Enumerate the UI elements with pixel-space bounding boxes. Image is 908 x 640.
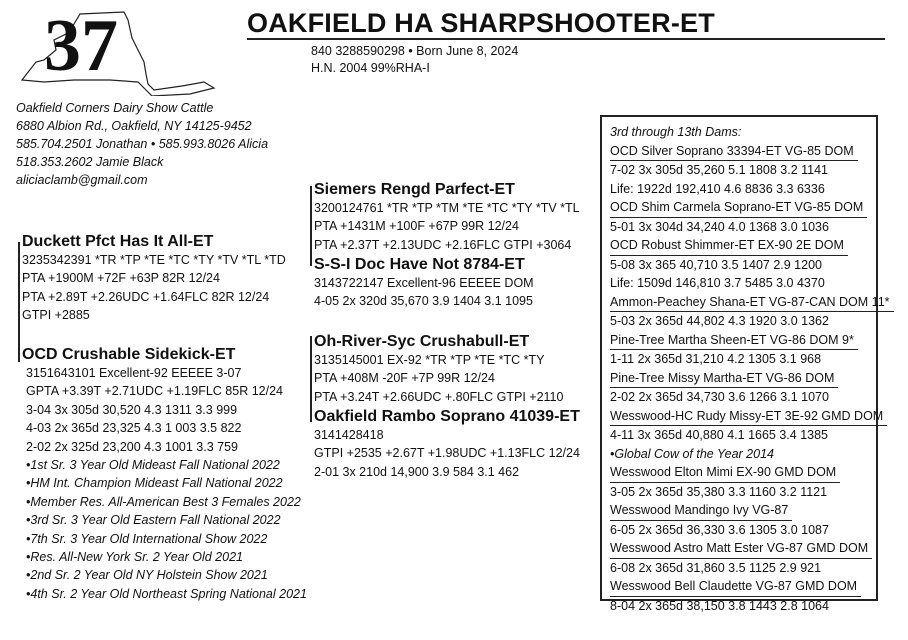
consignor-farm: Oakfield Corners Dairy Show Cattle — [16, 101, 214, 115]
dam-entry-record: 6-05 2x 365d 36,330 3.6 1305 3.0 1087 — [610, 522, 829, 537]
dam-entry-record: 5-08 3x 365 40,710 3.5 1407 2.9 1200 — [610, 257, 822, 272]
paternal-grandsire-block — [314, 181, 580, 254]
dam-entry-record: 5-03 2x 365d 44,802 4.3 1920 3.0 1362 — [610, 314, 829, 328]
dam-entry-record: 1-11 2x 365d 31,210 4.2 1305 3.1 968 — [610, 352, 822, 366]
sire-name: Duckett Pfct Has It All-ET — [22, 233, 214, 250]
dam-honor: •Member Res. All-American Best 3 Females 2022 — [26, 494, 301, 509]
consignor-phone: 518.353.2602 Jamie Black — [16, 155, 164, 169]
maternal-granddam-line: 3141428418 — [314, 428, 384, 442]
maternal-grandsire-block — [314, 333, 563, 406]
registration-line: 840 3288590298 • Born June 8, 2024 — [311, 44, 519, 58]
maternal-grandsire-line: 3135145001 EX-92 *TR *TP *TE *TC *TY — [314, 353, 545, 367]
sire-line: GTPI +2885 — [22, 308, 90, 323]
consignor-phone: 585.704.2501 Jonathan • 585.993.8026 Alicia — [16, 137, 269, 151]
dam-entry-name: Ammon-Peachey Shana-ET VG-87-CAN DOM 11* — [610, 293, 894, 313]
maternal-granddam-block — [314, 408, 580, 481]
dam-entry-record: Life: 1509d 146,810 3.7 5485 3.0 4370 — [610, 276, 825, 290]
maternal-granddam-line: GTPI +2535 +2.67T +1.98UDC +1.13FLC 12/24 — [314, 446, 580, 461]
dam-entry-name: Wesswood Mandingo Ivy VG-87 — [610, 501, 792, 521]
animal-name: OAKFIELD HA SHARPSHOOTER-ET — [247, 8, 715, 38]
dam-line: 3-04 3x 305d 30,520 4.3 1311 3.3 999 — [26, 402, 238, 417]
consignor-address: 6880 Albion Rd., Oakfield, NY 14125-9452 — [16, 119, 252, 133]
registration-info — [311, 43, 518, 77]
dam-honor: •1st Sr. 3 Year Old Mideast Fall National 2022 — [26, 458, 280, 473]
dams-box-heading: 3rd through 13th Dams: — [610, 125, 742, 139]
paternal-granddam-block — [314, 256, 534, 311]
sire-line: 3235342391 *TR *TP *TE *TC *TY *TV *TL *TD — [22, 253, 286, 267]
dam-line: 4-03 2x 365d 23,325 4.3 1 003 3.5 822 — [26, 421, 242, 436]
pedigree-line — [18, 242, 20, 346]
dam-block — [22, 346, 307, 603]
dam-entry-record: 2-02 2x 365d 34,730 3.6 1266 3.1 1070 — [610, 390, 829, 404]
consignor-email[interactable]: aliciaclamb@gmail.com — [16, 173, 148, 187]
paternal-grandsire-name: Siemers Rengd Parfect-ET — [314, 181, 515, 198]
sire-line: PTA +2.89T +2.26UDC +1.64FLC 82R 12/24 — [22, 289, 270, 304]
sire-block — [22, 233, 286, 325]
extended-dams-box — [600, 115, 890, 613]
paternal-grandsire-line: PTA +1431M +100F +67P 99R 12/24 — [314, 219, 519, 234]
dam-entry-record: 4-11 3x 365d 40,880 4.1 1665 3.4 1385 — [610, 428, 829, 442]
dam-entry-record: Life: 1922d 192,410 4.6 8836 3.3 6336 — [610, 181, 825, 196]
dam-entry-name: Wesswood Astro Matt Ester VG-87 GMD DOM — [610, 539, 872, 559]
dam-entry-record: 8-04 2x 365d 38,150 3.8 1443 2.8 1064 — [610, 598, 829, 613]
dam-entry-name: Wesswood-HC Rudy Missy-ET 3E-92 GMD DOM — [610, 407, 887, 427]
dam-entry-record: 5-01 3x 304d 34,240 4.0 1368 3.0 1036 — [610, 219, 829, 234]
dam-honor: •3rd Sr. 3 Year Old Eastern Fall National 2022 — [26, 513, 281, 528]
title-divider — [247, 38, 885, 40]
dam-line: 3151643101 Excellent-92 EEEEE 3-07 — [26, 366, 242, 380]
herd-number-line: H.N. 2004 99%RHA-I — [311, 61, 430, 75]
dam-honor: •4th Sr. 2 Year Old Northeast Spring National 2021 — [26, 586, 307, 601]
paternal-grandsire-line: PTA +2.37T +2.13UDC +2.16FLC GTPI +3064 — [314, 237, 572, 252]
pedigree-line — [310, 186, 312, 266]
dam-line: 2-02 2x 325d 23,200 4.3 1001 3.3 759 — [26, 439, 238, 454]
maternal-granddam-line: 2-01 3x 210d 14,900 3.9 584 3.1 462 — [314, 464, 520, 479]
dam-entry-name: Pine-Tree Martha Sheen-ET VG-86 DOM 9* — [610, 331, 858, 351]
dam-honor: •2nd Sr. 2 Year Old NY Holstein Show 2021 — [26, 568, 268, 583]
dam-entry-record: 6-08 2x 365d 31,860 3.5 1125 2.9 921 — [610, 560, 822, 575]
dam-entry-name: Wesswood Bell Claudette VG-87 GMD DOM — [610, 577, 861, 597]
dam-honor: •Res. All-New York Sr. 2 Year Old 2021 — [26, 550, 243, 565]
maternal-grandsire-line: PTA +408M -20F +7P 99R 12/24 — [314, 371, 495, 386]
pedigree-line — [310, 336, 312, 422]
paternal-granddam-name: S-S-I Doc Have Not 8784-ET — [314, 256, 525, 273]
paternal-granddam-line: 3143722147 Excellent-96 EEEEE DOM — [314, 276, 534, 290]
consignor-block — [16, 99, 268, 189]
paternal-granddam-line: 4-05 2x 320d 35,670 3.9 1404 3.1 1095 — [314, 294, 533, 309]
dam-entry-name: OCD Shim Carmela Soprano-ET VG-85 DOM — [610, 198, 867, 218]
dam-name: OCD Crushable Sidekick-ET — [22, 346, 236, 363]
dam-entry-name: OCD Silver Soprano 33394-ET VG-85 DOM — [610, 142, 858, 162]
dam-honor: •7th Sr. 3 Year Old International Show 2022 — [26, 531, 268, 546]
maternal-grandsire-name: Oh-River-Syc Crushabull-ET — [314, 333, 530, 350]
paternal-grandsire-line: 3200124761 *TR *TP *TM *TE *TC *TY *TV *TL — [314, 201, 580, 215]
sire-line: PTA +1900M +72F +63P 82R 12/24 — [22, 271, 220, 286]
maternal-grandsire-line: PTA +3.24T +2.66UDC +.80FLC GTPI +2110 — [314, 389, 564, 404]
maternal-granddam-name: Oakfield Rambo Soprano 41039-ET — [314, 408, 580, 425]
dam-entry-note: •Global Cow of the Year 2014 — [610, 446, 774, 461]
dam-entry-name: Wesswood Elton Mimi EX-90 GMD DOM — [610, 463, 840, 483]
dam-entry-record: 3-05 2x 365d 35,380 3.3 1160 3.2 1121 — [610, 484, 828, 499]
dam-line: GPTA +3.39T +2.71UDC +1.19FLC 85R 12/24 — [26, 384, 283, 399]
lot-number: 37 — [44, 5, 118, 87]
dam-entry-name: OCD Robust Shimmer-ET EX-90 2E DOM — [610, 236, 848, 256]
dam-honor: •HM Int. Champion Mideast Fall National 2022 — [26, 476, 283, 491]
dam-entry-record: 7-02 3x 305d 35,260 5.1 1808 3.2 1141 — [610, 163, 829, 177]
pedigree-line — [18, 346, 20, 362]
dam-entry-name: Pine-Tree Missy Martha-ET VG-86 DOM — [610, 369, 838, 389]
